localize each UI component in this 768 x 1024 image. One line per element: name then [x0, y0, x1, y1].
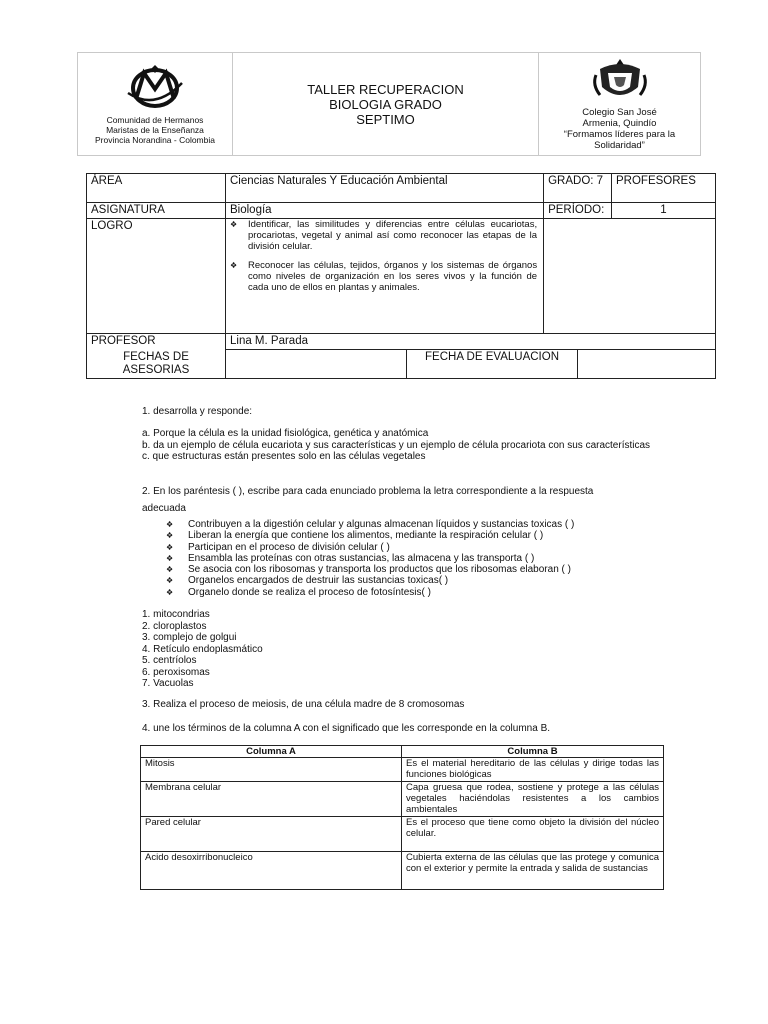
- q2-title: 2. En los paréntesis ( ), escribe para cada enunciado problema la letra correspondiente a la respuesta: [142, 486, 594, 497]
- q1-item-c: c. que estructuras están presentes solo en las células vegetales: [142, 451, 426, 462]
- statement-text: Organelos encargados de destruir las sustancias toxicas( ): [188, 575, 449, 587]
- diamond-bullet-icon: ❖: [166, 520, 174, 529]
- diamond-bullet-icon: ❖: [166, 542, 174, 552]
- q1-title: 1. desarrolla y responde:: [142, 406, 253, 417]
- logro-empty-cell: [544, 219, 716, 334]
- area-value: Ciencias Naturales Y Educación Ambiental: [226, 174, 544, 203]
- school-crest-icon: [590, 57, 650, 105]
- column-a-header: Columna A: [141, 746, 402, 758]
- title-line: BIOLOGIA GRADO: [329, 96, 442, 112]
- list-item: [166, 575, 686, 586]
- grado-label: GRADO: 7: [544, 174, 612, 203]
- area-label: ÁREA: [87, 174, 226, 203]
- info-table: [86, 173, 716, 379]
- marist-logo-icon: [122, 63, 188, 113]
- periodo-value: 1: [612, 203, 716, 219]
- list-item: [166, 553, 686, 564]
- table-row: [141, 758, 664, 782]
- definition-cell: Es el material hereditario de las células y dirige todas las funciones biológicas: [402, 758, 664, 782]
- table-row: [141, 817, 664, 852]
- list-item: [230, 219, 537, 252]
- definition-cell: Capa gruesa que rodea, sostiene y protege a las células vegetales haciéndolas resistentes a los cambios ambientales: [402, 782, 664, 817]
- term-cell: Acido desoxirribonucleico: [141, 852, 402, 890]
- list-item: 3. complejo de golgui: [142, 632, 237, 643]
- q1-item-a: a. Porque la célula es la unidad fisiológica, genética y anatómica: [142, 428, 429, 439]
- statement-text: Liberan la energía que contiene los alimentos, mediante la respiración celular ( ): [188, 530, 544, 542]
- diamond-bullet-icon: ❖: [166, 576, 174, 586]
- table-row: [141, 852, 664, 890]
- profesor-value: Lina M. Parada: [226, 334, 716, 350]
- list-item: [166, 542, 686, 553]
- diamond-bullet-icon: ❖: [166, 565, 174, 575]
- statement-text: Contribuyen a la digestión celular y algunas almacenan líquidos y sustancias toxicas ( ): [188, 519, 575, 530]
- fechas-asesorias-label: FECHAS DE ASESORIAS: [87, 350, 226, 379]
- diamond-bullet-icon: ❖: [230, 220, 238, 229]
- list-item: 5. centríolos: [142, 655, 197, 666]
- list-item: 4. Retículo endoplasmático: [142, 643, 263, 655]
- q1-item-b: b. da un ejemplo de célula eucariota y sus características y un ejemplo de célula procariota con sus características: [142, 439, 651, 451]
- diamond-bullet-icon: ❖: [166, 587, 174, 597]
- school-line: Colegio San José: [582, 107, 657, 118]
- column-b-header: Columna B: [402, 746, 664, 758]
- list-item: 7. Vacuolas: [142, 678, 194, 689]
- school-line: Armenia, Quindío: [582, 118, 657, 129]
- statement-text: Organelo donde se realiza el proceso de fotosíntesis( ): [188, 586, 431, 598]
- logro-label: LOGRO: [87, 219, 226, 334]
- logro-list: [230, 219, 537, 293]
- org-line: Maristas de la Enseñanza: [106, 125, 204, 135]
- statement-text: Ensambla las proteínas con otras sustancias, las almacena y las transporta ( ): [188, 552, 535, 564]
- fechas-asesorias-value: [226, 350, 407, 379]
- asignatura-label: ASIGNATURA: [87, 203, 226, 219]
- definition-cell: Cubierta externa de las células que las protege y comunica con el exterior y permite la entrada y salida de sustancias: [402, 852, 664, 890]
- marist-logo-cell: [78, 53, 233, 156]
- document-header: [77, 52, 701, 156]
- list-item: [166, 519, 686, 530]
- fecha-evaluacion-value: [578, 350, 716, 379]
- diamond-bullet-icon: ❖: [166, 553, 174, 563]
- definition-cell: Es el proceso que tiene como objeto la división del núcleo celular.: [402, 817, 664, 852]
- title-line: SEPTIMO: [356, 111, 415, 127]
- term-cell: Pared celular: [141, 817, 402, 852]
- logro-content: [226, 219, 544, 334]
- profesores-label: PROFESORES: [612, 174, 716, 203]
- org-line: Comunidad de Hermanos: [106, 115, 204, 125]
- organelle-list: [142, 609, 263, 690]
- org-line: Provincia Norandina - Colombia: [94, 135, 215, 145]
- term-cell: Membrana celular: [141, 782, 402, 817]
- school-line: Solidaridad”: [594, 140, 645, 151]
- periodo-label: PERÍODO:: [544, 203, 612, 219]
- school-line: “Formamos líderes para la: [563, 129, 676, 140]
- list-item: [166, 564, 686, 575]
- statement-text: Se asocia con los ribosomas y transporta los productos que los ribosomas elaboran ( ): [188, 564, 571, 576]
- list-item: [230, 260, 537, 293]
- q2-title-cont: adecuada: [142, 503, 186, 514]
- matching-table: [140, 745, 664, 890]
- q2-statement-list: [166, 519, 686, 598]
- term-cell: Mitosis: [141, 758, 402, 782]
- q4-title: 4. une los términos de la columna A con el significado que les corresponde en la columna B.: [142, 723, 551, 734]
- q3-text: 3. Realiza el proceso de meiosis, de una célula madre de 8 cromosomas: [142, 699, 465, 710]
- diamond-bullet-icon: ❖: [166, 531, 174, 541]
- fecha-evaluacion-label: FECHA DE EVALUACION: [407, 350, 578, 379]
- diamond-bullet-icon: ❖: [230, 261, 238, 270]
- title-line: TALLER RECUPERACION: [307, 81, 464, 97]
- table-row: [141, 782, 664, 817]
- document-title: [233, 53, 539, 156]
- list-item: 2. cloroplastos: [142, 620, 207, 632]
- q1-items: [142, 428, 670, 463]
- school-crest-cell: [539, 53, 701, 156]
- profesor-label: PROFESOR: [87, 334, 226, 350]
- logro-text: Reconocer las células, tejidos, órganos y los sistemas de órganos como niveles de organización en los seres vivos y la función de cada uno de ellos en plantas y animales.: [248, 260, 538, 293]
- list-item: 1. mitocondrias: [142, 609, 210, 620]
- list-item: 6. peroxisomas: [142, 666, 210, 678]
- asignatura-value: Biología: [226, 203, 544, 219]
- list-item: [166, 587, 686, 598]
- statement-text: Participan en el proceso de división celular ( ): [188, 541, 390, 553]
- logro-text: Identificar, las similitudes y diferencias entre células eucariotas, procariotas, vegetal y animal así como reconocer las etapas de la división celular.: [248, 219, 538, 252]
- list-item: [166, 530, 686, 541]
